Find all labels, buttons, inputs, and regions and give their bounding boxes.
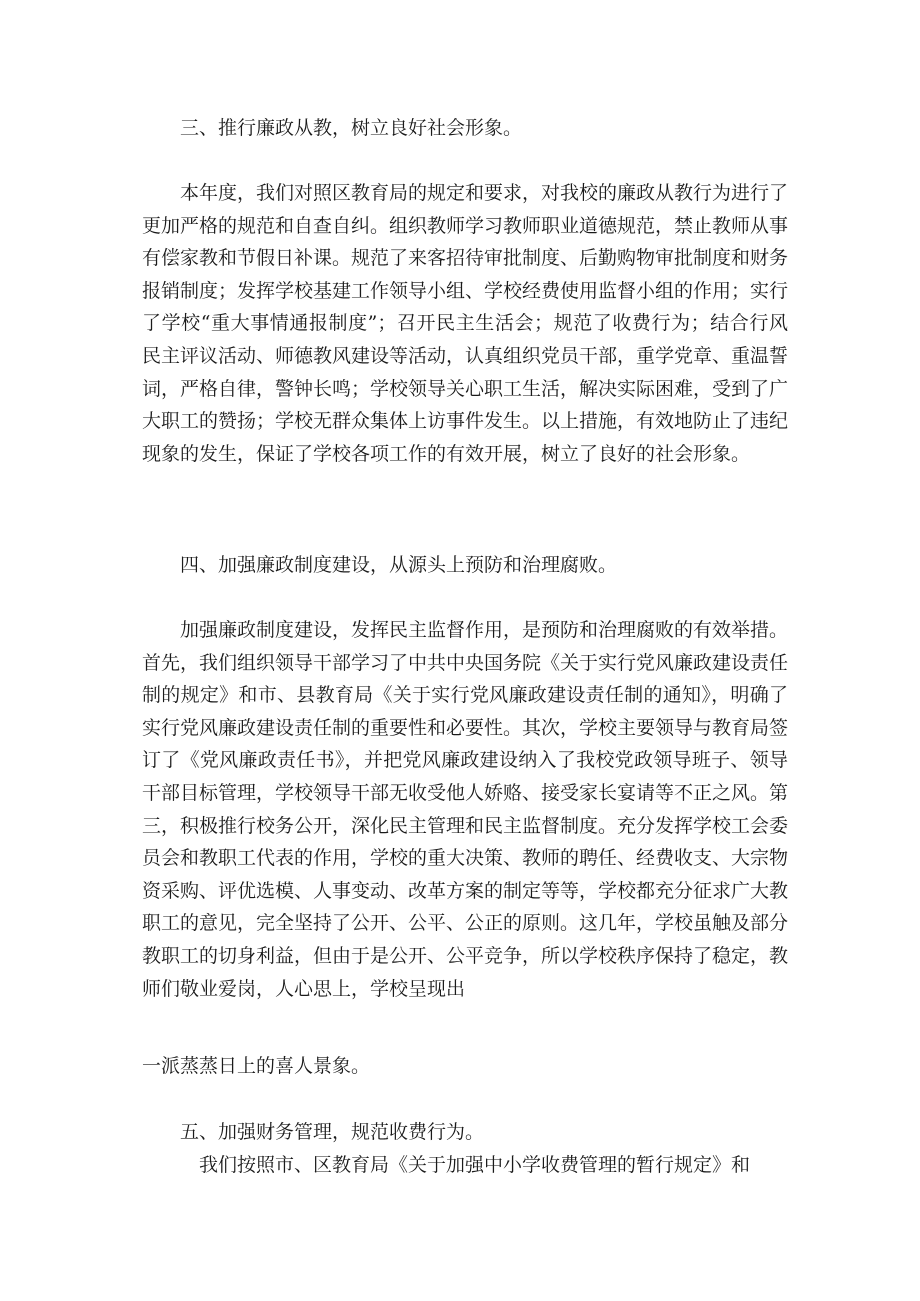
section-5-heading: 五、加强财务管理，规范收费行为。: [180, 1121, 485, 1143]
section-3-body: 本年度，我们对照区教育局的规定和要求，对我校的廉政从教行为进行了更加严格的规范和自查自纠。组织教师学习教师职业道德规范，禁止教师从事有偿家教和节假日补课。规范了来客招待审批制度、后勤购物审批制度和财务报销制度；发挥学校基建工作领导小组、学校经费使用监督小组的作用；实行了学校“重大事情通报制度”；召开民主生活会；规范了收费行为；结合行风民主评议活动、师德教风建设等活动，认真组织党员干部，重学党章、重温誓词，严格自律，警钟长鸣；学校领导关心职工生活，解决实际困难，受到了广大职工的赞扬；学校无群众集体上访事件发生。以上措施，有效地防止了违纪现象的发生，保证了学校各项工作的有效开展，树立了良好的社会形象。: [142, 182, 789, 465]
section-5-body-start: 我们按照市、区教育局《关于加强中小学收费管理的暂行规定》和: [199, 1154, 751, 1176]
section-4-body: 加强廉政制度建设，发挥民主监督作用，是预防和治理腐败的有效举措。首先，我们组织领导干部学习了中共中央国务院《关于实行党风廉政建设责任制的规定》和市、县教育局《关于实行党风廉政建设责任制的通知》，明确了实行党风廉政建设责任制的重要性和必要性。其次，学校主要领导与教育局签订了《党风廉政责任书》，并把党风廉政建设纳入了我校党政领导班子、领导干部目标管理，学校领导干部无收受他人娇赂、接受家长宴请等不正之风。第三，积极推行校务公开，深化民主管理和民主监督制度。充分发挥学校工会委员会和教职工代表的作用，学校的重大决策、教师的聘任、经费收支、大宗物资采购、评优选模、人事变动、改革方案的制定等等，学校都充分征求广大教职工的意见，完全坚持了公开、公平、公正的原则。这几年，学校虽触及部分教职工的切身利益，但由于是公开、公平竞争，所以学校秩序保持了稳定，教师们敬业爱岗，人心思上，学校呈现出: [142, 619, 789, 1000]
section-4-heading: 四、加强廉政制度建设，从源头上预防和治理腐败。: [180, 554, 618, 576]
section-4-continuation: 一派蒸蒸日上的喜人景象。: [142, 1055, 371, 1077]
section-3-heading: 三、推行廉政从教，树立良好社会形象。: [180, 117, 523, 139]
